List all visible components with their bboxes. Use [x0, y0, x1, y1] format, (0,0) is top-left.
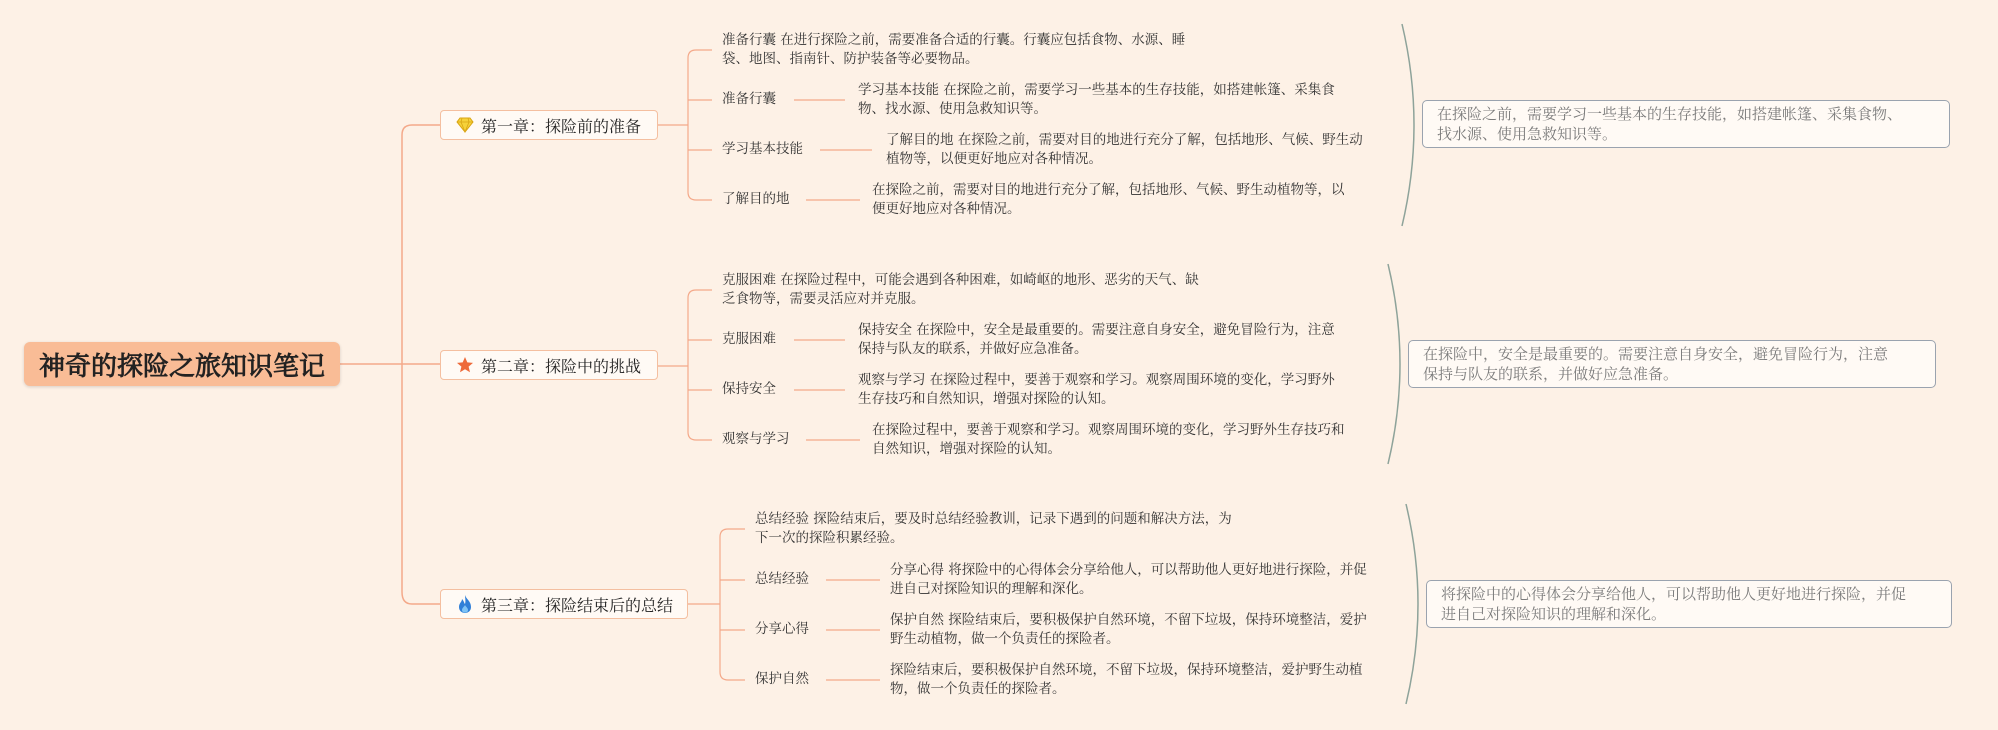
chapter-1-item-detail-2[interactable]: 了解目的地 在探险之前，需要对目的地进行充分了解，包括地形、气候、野生动 植物等，以便更好地应对各种情况。 — [886, 132, 1363, 167]
chapter-1-item-label-1[interactable]: 准备行囊 — [722, 91, 776, 107]
root-title: 神奇的探险之旅知识笔记 — [38, 351, 325, 382]
chapter-3-item-label-3[interactable]: 保护自然 — [755, 671, 809, 687]
chapter-2-item-label-3[interactable]: 观察与学习 — [722, 431, 790, 447]
root-connectors — [340, 125, 440, 604]
gem-icon — [455, 115, 475, 135]
chapter-3-item-label-1[interactable]: 总结经验 — [755, 571, 809, 587]
chapter-2-intro[interactable]: 克服困难 在探险过程中，可能会遇到各种困难，如崎岖的地形、恶劣的天气、缺 乏食物等，需要灵活应对并克服。 — [722, 272, 1199, 307]
chapter-3-intro[interactable]: 总结经验 探险结束后，要及时总结经验教训，记录下遇到的问题和解决方法，为 下一次的探险积累经验。 — [755, 511, 1232, 546]
chapter-2-item-detail-1[interactable]: 保持安全 在探险中，安全是最重要的。需要注意自身安全，避免冒险行为，注意 保持与队友的联系，并做好应急准备。 — [858, 322, 1335, 357]
chapter-2-item-detail-3[interactable]: 在探险过程中，要善于观察和学习。观察周围环境的变化，学习野外生存技巧和 自然知识，增强对探险的认知。 — [872, 422, 1345, 457]
chapter-3-item-label-2[interactable]: 分享心得 — [755, 621, 809, 637]
chapter-3-item-detail-1[interactable]: 分享心得 将探险中的心得体会分享给他人，可以帮助他人更好地进行探险，并促 进自己对探险知识的理解和深化。 — [890, 562, 1367, 597]
chapter-3-title: 第三章：探险结束后的总结 — [481, 595, 674, 615]
chapter-1-intro[interactable]: 准备行囊 在进行探险之前，需要准备合适的行囊。行囊应包括食物、水源、睡 袋、地图、指南针、防护装备等必要物品。 — [722, 32, 1186, 67]
chapter2-connectors — [658, 290, 860, 440]
chapter-3-topic[interactable] — [440, 589, 688, 619]
chapter1-connectors — [658, 50, 872, 200]
chapter-3-summary[interactable]: 将探险中的心得体会分享给他人，可以帮助他人更好地进行探险，并促 进自己对探险知识的理解和深化。 — [1426, 580, 1952, 628]
chapter-3-item-detail-2[interactable]: 保护自然 探险结束后，要积极保护自然环境，不留下垃圾，保持环境整洁，爱护 野生动植物，做一个负责任的探险者。 — [890, 612, 1367, 647]
star-icon — [455, 355, 475, 375]
chapter-2-topic[interactable] — [440, 350, 658, 380]
chapter-2-item-detail-2[interactable]: 观察与学习 在探险过程中，要善于观察和学习。观察周围环境的变化，学习野外 生存技巧和自然知识，增强对探险的认知。 — [858, 372, 1335, 407]
chapter-2-item-label-1[interactable]: 克服困难 — [722, 331, 776, 347]
chapter-1-summary[interactable]: 在探险之前，需要学习一些基本的生存技能，如搭建帐篷、采集食物、 找水源、使用急救知识等。 — [1422, 100, 1950, 148]
chapter-2-item-label-2[interactable]: 保持安全 — [722, 381, 776, 397]
chapter-1-item-label-3[interactable]: 了解目的地 — [722, 191, 790, 207]
root-topic[interactable] — [24, 342, 340, 386]
fire-icon — [455, 594, 475, 614]
chapter-1-item-label-2[interactable]: 学习基本技能 — [722, 141, 803, 157]
chapter-1-item-detail-1[interactable]: 学习基本技能 在探险之前，需要学习一些基本的生存技能，如搭建帐篷、采集食 物、找水源、使用急救知识等。 — [858, 82, 1335, 117]
chapter-1-item-detail-3[interactable]: 在探险之前，需要对目的地进行充分了解，包括地形、气候、野生动植物等，以 便更好地应对各种情况。 — [872, 182, 1345, 217]
chapter-3-item-detail-3[interactable]: 探险结束后，要积极保护自然环境，不留下垃圾，保持环境整洁，爱护野生动植 物，做一个负责任的探险者。 — [890, 662, 1363, 697]
chapter-1-title: 第一章：探险前的准备 — [481, 116, 642, 136]
chapter-2-summary[interactable]: 在探险中，安全是最重要的。需要注意自身安全，避免冒险行为，注意 保持与队友的联系，并做好应急准备。 — [1408, 340, 1936, 388]
chapter-2-title: 第二章：探险中的挑战 — [481, 356, 642, 376]
chapter3-connectors — [688, 529, 880, 680]
chapter-1-topic[interactable] — [440, 110, 658, 140]
